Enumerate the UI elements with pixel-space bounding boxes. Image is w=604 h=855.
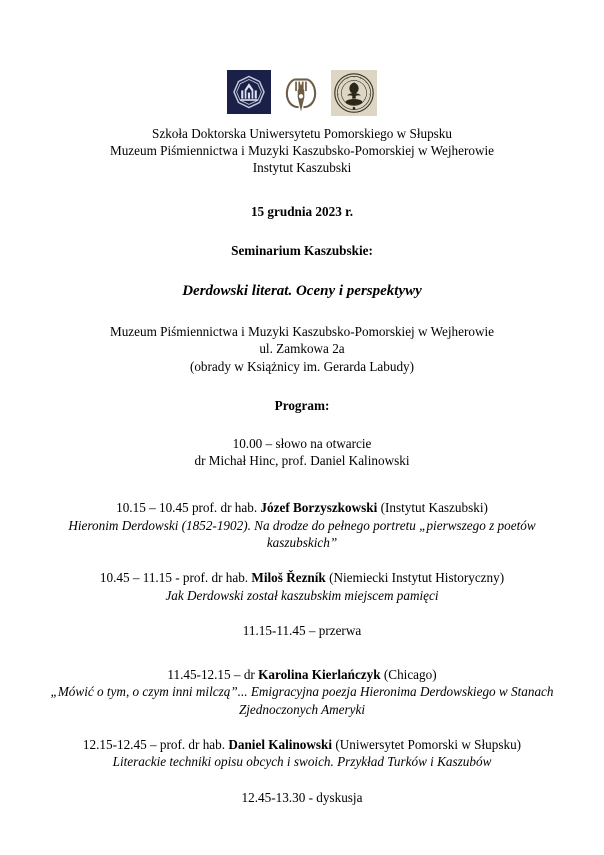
program-item-time: 11.45-12.15 xyxy=(167,666,231,682)
program-item-time: 11.15-11.45 xyxy=(242,623,306,639)
opening-line-2: dr Michał Hinc, prof. Daniel Kalinowski xyxy=(194,453,410,469)
instytut-kaszubski-logo xyxy=(331,70,377,116)
event-kind-label: Seminarium Kaszubskie: xyxy=(231,242,373,258)
program-item-role: – przerwa xyxy=(305,623,362,639)
program-item-heading xyxy=(0,622,604,639)
program-list xyxy=(0,499,604,806)
program-item-time: 12.15-12.45 xyxy=(82,737,147,753)
program-item-paper-title: „Mówić o tym, o czym inni milczą”... Emigracyjna poezja Hieronima Derdowskiego w Stanach Zjednoczonych Ameryki xyxy=(50,684,554,717)
opening-block xyxy=(0,435,604,469)
program-item-role: – dr xyxy=(230,666,259,682)
program-item-paper-title: Jak Derdowski został kaszubskim miejscem pamięci xyxy=(165,587,439,603)
muzeum-lira-logo xyxy=(280,70,322,116)
program-item-speaker: Miloš Řezník xyxy=(251,570,326,586)
program-item-speaker: Daniel Kalinowski xyxy=(228,737,333,753)
program-item-affiliation: (Niemiecki Instytut Historyczny) xyxy=(325,570,505,586)
szkola-doktorska-logo xyxy=(227,70,271,114)
program-item-heading xyxy=(0,499,604,516)
program-item-role: - prof. dr hab. xyxy=(171,570,252,586)
program-item-affiliation: (Uniwersytet Pomorski w Słupsku) xyxy=(332,737,522,753)
program-item xyxy=(0,569,604,604)
program-item-heading xyxy=(0,736,604,753)
program-item-heading xyxy=(0,666,604,683)
program-item-role: – prof. dr hab. xyxy=(146,737,229,753)
program-item-affiliation: (Instytut Kaszubski) xyxy=(377,500,488,516)
program-item xyxy=(0,622,604,639)
program-item-heading xyxy=(0,789,604,806)
program-item xyxy=(0,499,604,551)
venue-block xyxy=(0,323,604,374)
event-date: 15 grudnia 2023 r. xyxy=(250,204,354,220)
program-item-role: - dyskusja xyxy=(305,789,363,805)
program-item-speaker: Józef Borzyszkowski xyxy=(260,500,378,516)
program-heading: Program: xyxy=(274,397,330,413)
venue-line-1: Muzeum Piśmiennictwa i Muzyki Kaszubsko-Pomorskiej w Wejherowie xyxy=(109,324,494,340)
venue-line-2: ul. Zamkowa 2a xyxy=(259,341,345,357)
program-item-paper-title: Hieronim Derdowski (1852-1902). Na drodze do pełnego portretu „pierwszego z poetów kaszubskich” xyxy=(68,517,536,551)
opening-line-1: 10.00 – słowo na otwarcie xyxy=(232,435,372,451)
program-item-paper-title: Literackie techniki opisu obcych i swoich. Przykład Turków i Kaszubów xyxy=(112,754,492,770)
program-item-heading xyxy=(0,569,604,586)
program-item-time: 10.15 – 10.45 xyxy=(116,500,189,516)
program-item xyxy=(0,666,604,718)
organizer-line-2: Muzeum Piśmiennictwa i Muzyki Kaszubsko-Pomorskiej w Wejherowie xyxy=(109,143,494,159)
program-item-time: 10.45 – 11.15 xyxy=(99,570,172,586)
organizer-line-1: Szkoła Doktorska Uniwersytetu Pomorskiego w Słupsku xyxy=(152,126,452,141)
logo-row xyxy=(0,0,604,116)
organizer-line-3: Instytut Kaszubski xyxy=(252,160,352,176)
program-item xyxy=(0,736,604,771)
program-item-affiliation: (Chicago) xyxy=(380,666,437,682)
venue-line-3: (obrady w Książnicy im. Gerarda Labudy) xyxy=(189,358,415,374)
program-item-time: 12.45-13.30 xyxy=(241,789,306,805)
program-item-speaker: Karolina Kierlańczyk xyxy=(258,666,381,682)
organizers-block xyxy=(0,125,604,176)
program-item xyxy=(0,789,604,806)
page-title: Derdowski literat. Oceny i perspektywy xyxy=(182,282,422,299)
program-item-role: prof. dr hab. xyxy=(188,500,261,516)
